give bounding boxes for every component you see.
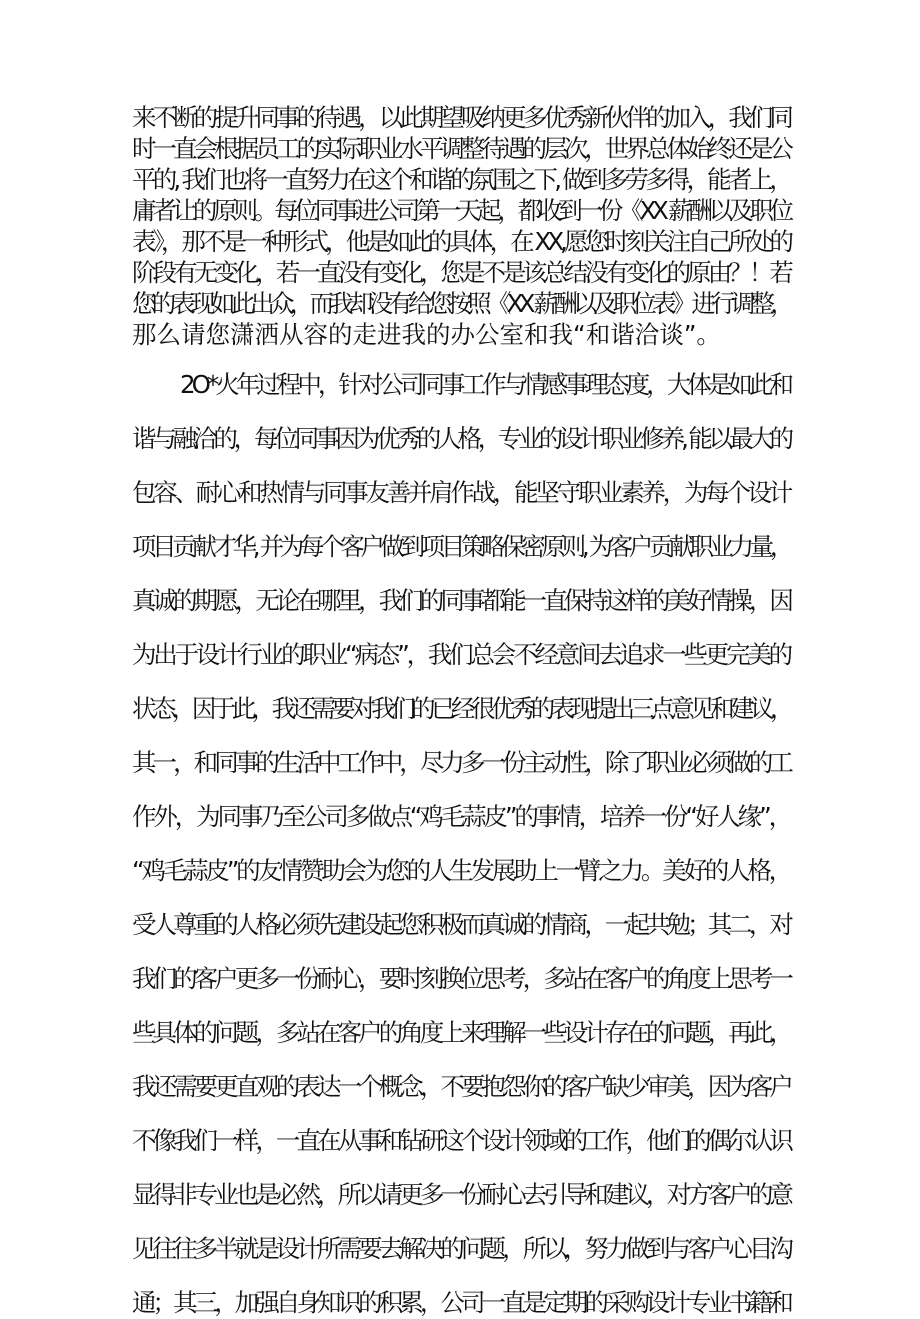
paragraph-line: 见往往多半就是设计所需要去解决的问题，所以，努力做到与客户心目沟 bbox=[132, 1234, 790, 1263]
paragraph-line: 项目贡献才华, 并为每个客户做到项目策略保密原则, 为客户贡献职业力量， bbox=[132, 532, 791, 561]
paragraph-line: 我们的客户更多一份耐心，要时刻换位思考，多站在客户的角度上思考一 bbox=[132, 964, 790, 993]
paragraph-line: 庸者让的原则。每位同事进公司第一天起，都收到一份《XX 薪酬以及职位 bbox=[132, 196, 790, 225]
paragraph-line: 通；其三，加强自身知识的积累，公司一直是定期的采购设计专业书籍和 bbox=[132, 1288, 790, 1317]
paragraph-line: 您的表现如此出众，而我却没有给您按照《XX 薪酬以及职位表》进行调整， bbox=[132, 289, 790, 318]
paragraph-line: 包容、耐心和热情与同事友善并肩作战，能坚守职业素养，为每个设计 bbox=[132, 478, 791, 507]
paragraph-line: 来不断的提升同事的待遇，以此期望吸纳更多优秀新伙伴的加入，我们同 bbox=[132, 103, 790, 132]
paragraph-line: 其一，和同事的生活中工作中，尽力多一份主动性，除了职业必须做的工 bbox=[132, 748, 790, 777]
paragraph-line: 受人尊重的人格必须先建设起您积极而真诚的情商，一起共勉；其二，对 bbox=[132, 910, 790, 939]
paragraph-line: 平的, 我们也将一直努力在这个和谐的氛围之下, 做到多劳多得，能者上， bbox=[132, 165, 790, 194]
paragraph-line: “鸡毛蒜皮”的友情赞助会为您的人生发展助上一臂之力。美好的人格， bbox=[132, 856, 790, 885]
paragraph-line: 那么请您潇洒从容的走进我的办公室和我“和谐洽谈”。 bbox=[132, 320, 721, 349]
paragraph-line: 不像我们一样，一直在从事和钻研这个设计领域的工作，他们的偶尔认识 bbox=[132, 1126, 790, 1155]
paragraph-line: 为出于设计行业的职业“病态”，我们总会不经意间去追求一些更完美的 bbox=[132, 640, 790, 669]
paragraph-line: 些具体的问题，多站在客户的角度上来理解一些设计存在的问题，再此， bbox=[132, 1018, 790, 1047]
paragraph-line: 显得非专业也是必然，所以请更多一份耐心去引导和建议，对方客户的意 bbox=[132, 1180, 790, 1209]
paragraph-line: 我还需要更直观的表达一个概念，不要抱怨你的客户缺少审美，因为客户 bbox=[132, 1072, 790, 1101]
paragraph-line: 状态，因于此，我还需要对我们的已经很优秀的表现提出三点意见和建议， bbox=[132, 694, 790, 723]
paragraph-line: 作外，为同事乃至公司多做点“鸡毛蒜皮”的事情，培养一份“好人缘”， bbox=[132, 802, 790, 831]
paragraph-line: 阶段有无变化，若一直没有变化，您是不是该总结没有变化的原由？！若 bbox=[132, 258, 790, 287]
paragraph-line: 真诚的期愿，无论在哪里，我们的同事都能一直保持这样的美好情操，因 bbox=[132, 586, 790, 615]
paragraph-line: 表》，那不是一种形式，他是如此的具体，在 XX,愿您时刻关注自己所处的 bbox=[132, 227, 791, 256]
paragraph-line: 时一直会根据员工的实际职业水平调整待遇的层次，世界总体始终还是公 bbox=[132, 134, 790, 163]
paragraph-line: 谐与融洽的，每位同事因为优秀的人格，专业的设计职业修养, 能以最大的 bbox=[132, 424, 790, 453]
paragraph-line: 2O*火年过程中，针对公司同事工作与情感事理态度，大体是如此和 bbox=[180, 370, 790, 399]
